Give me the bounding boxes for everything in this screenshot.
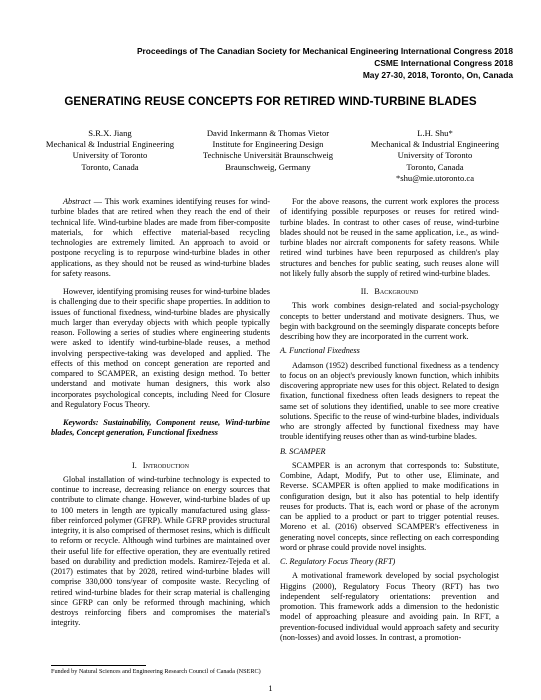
scamper-paragraph: SCAMPER is an acronym that corresponds to: Substitute, Combine, Adapt, Modify, Put to other use, Eliminate, and Reverse. SCAMPER is often applied to make modifications in configuration design, but it also has potential to help identify reuses for products. That is, each word or phase of the acronym can be applied to a product or part to trigger potential reuses. Moreno et al. (2016) observed SCAMPER's effectiveness in generating novel concepts, since reflecting on each corresponding word or phrase could provide novel insights.: [280, 460, 499, 552]
abstract-paragraph-2: However, identifying promising reuses for wind-turbine blades is challenging due to their specific shape properties. In addition to issues of functional fixedness, wind-turbine blades are physically much larger than everyday objects with which people typically reason. Following a series of studies where engineering students were asked to identify wind-turbine-blade reuses, a method involving perspective-taking was developed and applied. The effects of this method on concept generation are reported and compared to SCAMPER, an existing design method. To better understand and motivate human designers, this work also incorporates psychological concepts, including Need for Closure and Regulatory Focus Theory.: [51, 287, 270, 409]
paper-title: GENERATING REUSE CONCEPTS FOR RETIRED WIND-TURBINE BLADES: [64, 95, 477, 108]
section-title: Introduction: [142, 460, 189, 470]
author-email: *shu@mie.utoronto.ca: [395, 172, 475, 183]
author-block-2: [193, 128, 343, 173]
author-affiliation: Toronto, Canada: [406, 161, 464, 172]
author-name: David Inkermann & Thomas Vietor: [206, 128, 330, 138]
congress-name: CSME International Congress 2018: [374, 58, 513, 68]
functional-fixedness-paragraph: Adamson (1952) described functional fixedness as a tendency to focus on an object's previously known function, which inhibits discovering appropriate new uses for this object. Related to design fixation, functional fixedness often leads designers to repeat the same set of solutions they identified, unable to see more creative solutions. Specific to the reuse of wind-turbine blades, individuals who are strongly affected by functional fixedness may have trouble identifying reuses other than as wind-turbine blades.: [280, 360, 499, 442]
funding-footnote: Funded by Natural Sciences and Engineering Research Council of Canada (NSERC): [51, 668, 261, 675]
background-paragraph: This work combines design-related and social-psychology concepts to better understand and motivate designers. Thus, we begin with background on the seemingly disparate concepts before describing how they are incorporated in the current work.: [280, 301, 499, 341]
abstract-dash: —: [90, 197, 105, 206]
author-name: S.R.X. Jiang: [88, 128, 132, 138]
abstract-label: Abstract: [63, 197, 91, 206]
author-affiliation: Technische Universität Braunschweig: [202, 150, 334, 161]
subsection-heading-scamper: B. SCAMPER: [280, 446, 326, 456]
author-affiliation: Toronto, Canada: [81, 161, 139, 172]
section-title: Background: [374, 287, 419, 296]
proceedings-header: Proceedings of The Canadian Society for Mechanical Engineering International Congress 2018: [136, 46, 513, 56]
author-block-3: [355, 128, 515, 184]
rft-paragraph: A motivational framework developed by social psychologist Higgins (2000), Regulatory Focus Theory (RFT) has two independent self-regulatory orientations: prevention and promotion. This framework adds a dimension to the hedonistic model of approaching pleasure and avoiding pain. In RFT, a prevention-focused individual would approach safety and security (non-losses) and avoid losses. In contrast, a promotion-: [280, 571, 499, 642]
congress-date-location: May 27-30, 2018, Toronto, On, Canada: [362, 70, 513, 80]
keywords-text: Sustainability, Component reuse, Wind-turbine blades, Concept generation, Functional fixedness: [51, 418, 270, 438]
section-number: II.: [360, 287, 369, 296]
section-heading-introduction: [51, 461, 270, 471]
author-affiliation: University of Toronto: [72, 150, 148, 161]
introduction-paragraph-1: Global installation of wind-turbine technology is expected to continue to increase, decreasing reliance on energy sources that contribute to climate change. However, wind-turbine blades of up to 100 meters in length are typically manufactured using glass-fiber reinforced polymer (GFRP). While GFRP provides structural integrity, it is also comprised of thermoset resins, which is difficult to reform or recycle. Although wind turbines are maintained over their useful life for effective operation, they are eventually retired based on durability and prediction models. Ramirez-Tejeda et al. (2017) estimates that by 2028, retired wind-turbine blades will comprise 330,000 tons/year of composite waste. Recycling of retired wind-turbine blades for their scrap material is challenging since GFRP can only be reformed through machining, which destroys reinforcing fibers and compromises the material's integrity.: [51, 474, 270, 628]
author-affiliation: University of Toronto: [397, 150, 473, 161]
abstract-paragraph-1: [51, 197, 270, 279]
subsection-heading-functional-fixedness: A. Functional Fixedness: [280, 346, 360, 356]
keywords: [51, 418, 270, 439]
section-number: I.: [132, 460, 137, 470]
right-column: [280, 197, 499, 643]
author-name: L.H. Shu*: [417, 128, 453, 138]
subsection-heading-rft: C. Regulatory Focus Theory (RFT): [280, 557, 396, 566]
author-affiliation: Braunschweig, Germany: [225, 161, 311, 172]
keywords-label: Keywords:: [63, 418, 99, 427]
abstract-text-1: This work examines identifying reuses for wind-turbine blades that are retired when they reach the end of their technical life. Wind-turbine blades are made from fiber-composite materials, for which effective material-based recycling technologies are extremely limited. An approach to avoid or postpone recycling is to repurpose wind-turbine blades in other applications, as they should not be reused as wind-turbine blades for safety reasons.: [51, 197, 270, 278]
author-affiliation: Institute for Engineering Design: [212, 139, 324, 150]
footnote-rule: [51, 665, 146, 666]
section-heading-background: [280, 287, 499, 297]
introduction-paragraph-2: For the above reasons, the current work explores the process of identifying possible repurposes or reuses for retired wind-turbine blades. In contrast to other cases of reuse, wind-turbine blades should not be reused in the same application, i.e., as wind-turbine blades nor aircraft components for safety reasons. While retired wind turbines have been repurposed as children's play structures and benches for public seating, such reuses alone will not likely fully absorb the supply of retired wind-turbine blades.: [280, 197, 499, 278]
page-number: 1: [268, 684, 273, 693]
author-affiliation: Mechanical & Industrial Engineering: [370, 139, 500, 150]
author-block-1: [40, 128, 180, 173]
left-column: [51, 197, 270, 629]
author-affiliation: Mechanical & Industrial Engineering: [45, 139, 175, 150]
